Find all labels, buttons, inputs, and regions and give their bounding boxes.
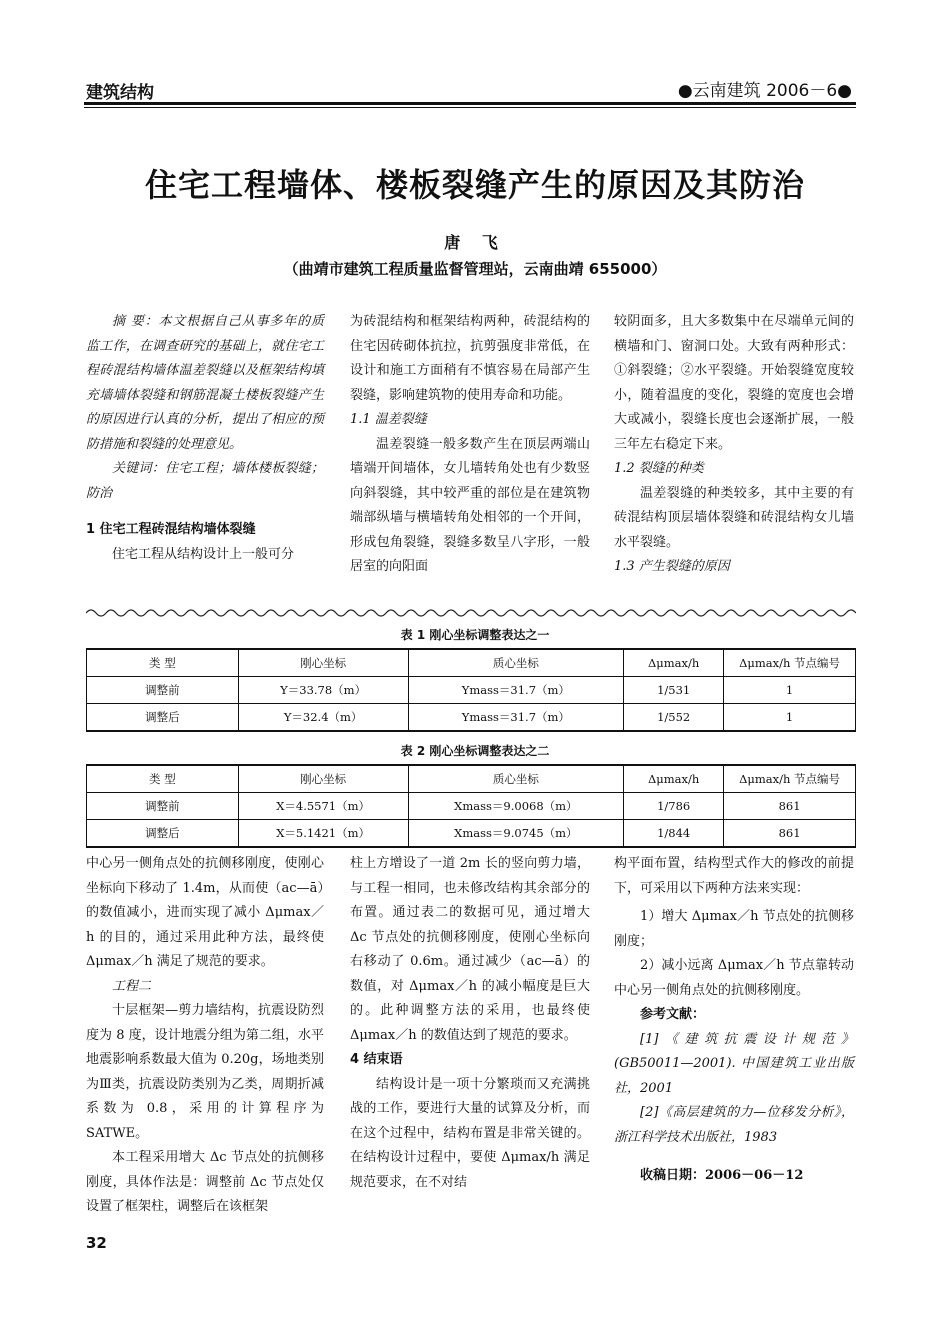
table-cell: 1 xyxy=(724,677,856,704)
table-2 xyxy=(86,764,856,848)
table-row xyxy=(87,704,856,732)
table-row xyxy=(87,793,856,820)
keywords: 关键词：住宅工程；墙体楼板裂缝；防治 xyxy=(86,461,324,501)
table-cell: 1/786 xyxy=(624,793,724,820)
header-cell: Δμmax/h 节点编号 xyxy=(724,765,856,793)
section-4-title: 4 结束语 xyxy=(350,1052,403,1067)
table-row xyxy=(87,820,856,848)
column-1 xyxy=(86,310,324,567)
paragraph: 为砖混结构和框架结构两种，砖混结构的住宅因砖砌体抗拉，抗剪强度非常低，在设计和施工方面稍有不慎容易在局部产生裂缝，影响建筑物的使用寿命和功能。 xyxy=(350,314,590,403)
table-cell: 1 xyxy=(724,704,856,732)
table-cell: 调整前 xyxy=(87,793,239,820)
header-cell: 类 型 xyxy=(87,765,239,793)
table-row xyxy=(87,677,856,704)
references-title: 参考文献： xyxy=(640,1007,706,1022)
table-cell: 861 xyxy=(724,793,856,820)
wavy-divider xyxy=(86,607,856,619)
article-title: 住宅工程墙体、楼板裂缝产生的原因及其防治 xyxy=(144,166,805,204)
paragraph: 较阴面多，且大多数集中在尽端单元间的横墙和门、窗洞口处。大致有两种形式：①斜裂缝；②水平裂缝。开始裂缝宽度较小，随着温度的变化，裂缝的宽度也会增大或减小，裂缝长度也会逐渐扩展，一般三年左右稳定下来。 xyxy=(614,314,854,452)
table-cell: Xmass＝9.0068（m） xyxy=(408,793,624,820)
header-cell: 刚心坐标 xyxy=(238,649,408,677)
subsection-1-3: 1.3 产生裂缝的原因 xyxy=(614,559,730,574)
bottom-column-2 xyxy=(350,852,590,1195)
table-cell: Ymass＝31.7（m） xyxy=(408,704,624,732)
paragraph: 中心另一侧角点处的抗侧移刚度，使刚心坐标向下移动了 1.4m，从而使（ac—ā）的数值减小，进而实现了减小 Δμmax／h 的目的，通过采用此种方法，最终使 Δμmax／h 满足了规范的要求。 xyxy=(86,856,324,969)
reference-item: [2]《高层建筑的力—位移发分析》，浙江科学技术出版社，1983 xyxy=(614,1105,854,1145)
subsection-1-1: 1.1 温差裂缝 xyxy=(350,412,427,427)
subsection-1-2: 1.2 裂缝的种类 xyxy=(614,461,704,476)
table-cell: 调整后 xyxy=(87,820,239,848)
header-cell: 质心坐标 xyxy=(408,649,624,677)
table-cell: Xmass＝9.0745（m） xyxy=(408,820,624,848)
table-cell: Y＝33.78（m） xyxy=(238,677,408,704)
table-cell: 1/531 xyxy=(624,677,724,704)
abstract: 摘 要：本文根据自己从事多年的质监工作，在调查研究的基础上，就住宅工程砖混结构墙体温差裂缝以及框架结构填充墙墙体裂缝和钢筋混凝土楼板裂缝产生的原因进行认真的分析，提出了相应的预防措施和裂缝的处理意见。 xyxy=(86,314,324,452)
header-cell: Δμmax/h 节点编号 xyxy=(724,649,856,677)
author: 唐 飞 xyxy=(444,233,506,252)
table-cell: X＝5.1421（m） xyxy=(238,820,408,848)
paragraph: 住宅工程从结构设计上一般可分 xyxy=(112,546,295,562)
paragraph: 温差裂缝的种类较多，其中主要的有砖混结构顶层墙体裂缝和砖混结构女儿墙水平裂缝。 xyxy=(614,485,854,550)
table-cell: Y＝32.4（m） xyxy=(238,704,408,732)
header-cell: 质心坐标 xyxy=(408,765,624,793)
column-2 xyxy=(350,310,590,580)
list-item: 2）减小远离 Δμmax／h 节点靠转动中心另一侧角点处的抗侧移刚度。 xyxy=(614,958,854,998)
list-item: 1）增大 Δμmax／h 节点处的抗侧移刚度； xyxy=(614,909,854,949)
reference-item: [1]《建筑抗震设计规范》(GB50011—2001). 中国建筑工业出版社，2001 xyxy=(614,1031,854,1096)
paragraph: 结构设计是一项十分繁琐而又充满挑战的工作，要进行大量的试算及分析，而在这个过程中，结构布置是非常关键的。在结构设计过程中，要使 Δμmax/h 满足规范要求，在不对结 xyxy=(350,1076,590,1190)
table-1-caption: 表 1 刚心坐标调整表达之一 xyxy=(400,628,550,642)
affiliation: （曲靖市建筑工程质量监督管理站，云南曲靖 655000） xyxy=(283,260,667,278)
paragraph: 十层框架—剪力墙结构，抗震设防烈度为 8 度，设计地震分组为第二组，水平地震影响系数最大值为 0.20g，场地类别为Ⅲ类，抗震设防类别为乙类，周期折减系数为 0.8，采用的计算程序为 SATWE。 xyxy=(86,1003,324,1141)
table-cell: 861 xyxy=(724,820,856,848)
bottom-column-3 xyxy=(614,852,854,1189)
running-head-journal: ●云南建筑 2006－6● xyxy=(677,81,852,101)
page-number: 32 xyxy=(86,1234,107,1252)
table-cell: 1/552 xyxy=(624,704,724,732)
running-head-section: 建筑结构 xyxy=(86,83,154,103)
paragraph: 温差裂缝一般多数产生在顶层两端山墙端开间墙体，女儿墙转角处也有少数竖向斜裂缝，其中较严重的部位是在建筑物端部纵墙与横墙转角处相邻的一个开间，形成包角裂缝，裂缝多数呈八字形，一般居室的向阳面 xyxy=(350,436,590,574)
table-cell: 1/844 xyxy=(624,820,724,848)
paragraph: 构平面布置，结构型式作大的修改的前提下，可采用以下两种方法来实现： xyxy=(614,856,854,896)
received-date: 收稿日期：2006－06－12 xyxy=(640,1168,804,1183)
column-3 xyxy=(614,310,854,580)
paragraph: 柱上方增设了一道 2m 长的竖向剪力墙，与工程一相同，也未修改结构其余部分的布置。通过表二的数据可见，通过增大 Δc 节点处的抗侧移刚度，使刚心坐标向右移动了 0.6m。通过减少（ac—ā）的数值，对 Δμmax／h 的减小幅度是巨大的。此种调整方法的采用，也最终使 Δμmax／h 的数值达到了规范的要求。 xyxy=(350,856,590,1043)
paragraph: 本工程采用增大 Δc 节点处的抗侧移刚度，具体作法是：调整前 Δc 节点处仅设置了框架柱，调整后在该框架 xyxy=(86,1150,324,1214)
bottom-column-1 xyxy=(86,852,324,1220)
table-2-caption: 表 2 刚心坐标调整表达之二 xyxy=(400,744,550,758)
header-rule xyxy=(84,102,856,108)
header-cell: 类 型 xyxy=(87,649,239,677)
header-cell: Δμmax/h xyxy=(624,649,724,677)
header-cell: 刚心坐标 xyxy=(238,765,408,793)
table-header-row xyxy=(87,649,856,677)
table-cell: 调整前 xyxy=(87,677,239,704)
header-cell: Δμmax/h xyxy=(624,765,724,793)
table-1 xyxy=(86,648,856,732)
subsection-project-2: 工程二 xyxy=(112,978,152,994)
section-1-title: 1 住宅工程砖混结构墙体裂缝 xyxy=(86,522,256,537)
table-cell: 调整后 xyxy=(87,704,239,732)
table-cell: X＝4.5571（m） xyxy=(238,793,408,820)
table-header-row xyxy=(87,765,856,793)
table-cell: Ymass＝31.7（m） xyxy=(408,677,624,704)
